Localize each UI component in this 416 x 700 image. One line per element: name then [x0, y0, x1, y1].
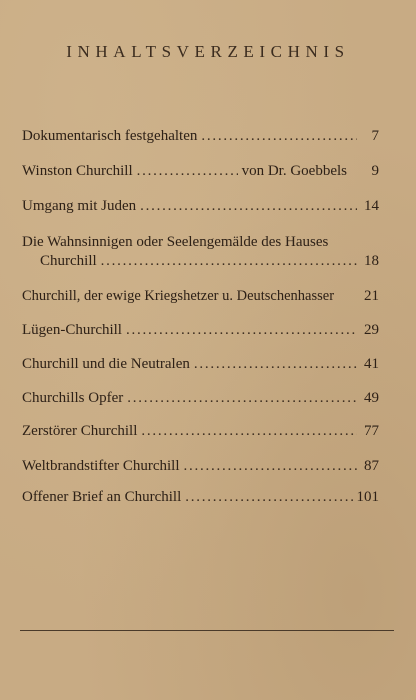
entry-title: Lügen-Churchill: [22, 322, 122, 338]
entry-page-number: 87: [364, 458, 379, 474]
entry-title: Umgang mit Juden: [22, 198, 137, 214]
toc-heading: INHALTSVERZEICHNIS: [66, 42, 350, 61]
entry-page-number: 21: [364, 288, 379, 304]
entry-title: Zerstörer Churchill: [22, 423, 138, 439]
toc-entry: [22, 457, 379, 476]
toc-entry: [22, 162, 379, 181]
entry-page-number: 7: [371, 128, 379, 144]
dot-leader: [201, 127, 357, 146]
entry-page-number: 9: [371, 163, 379, 179]
entry-author: von Dr. Goebbels: [241, 163, 347, 179]
entry-page-number: 101: [356, 489, 379, 505]
toc-entry: [22, 197, 379, 216]
toc-entry: [22, 321, 379, 340]
toc-entry: [22, 389, 379, 408]
entry-title: Offener Brief an Churchill: [22, 489, 182, 505]
toc-entry: [22, 355, 379, 374]
entry-title: Churchill und die Neutralen: [22, 356, 190, 372]
entry-page-number: 29: [364, 322, 379, 338]
toc-entry: [22, 127, 379, 146]
toc-entry: [22, 422, 379, 441]
dot-leader: [184, 457, 358, 476]
entry-page-number: 41: [364, 356, 379, 372]
toc-entry: [22, 287, 379, 306]
dot-leader: [137, 162, 238, 181]
entry-title: Winston Churchill: [22, 163, 133, 179]
toc-entry: [22, 233, 379, 271]
dot-leader: [185, 488, 352, 507]
entry-page-number: 18: [364, 253, 379, 269]
dot-leader: [127, 389, 357, 408]
entry-title: Churchills Opfer: [22, 390, 124, 406]
toc-entry: [22, 488, 379, 507]
entry-title: Weltbrandstifter Churchill: [22, 458, 180, 474]
entry-title-line-1: Die Wahnsinnigen oder Seelengemälde des Hauses: [22, 234, 329, 250]
dot-leader: [101, 252, 357, 271]
dot-leader: [194, 355, 357, 374]
entry-title: Churchill, der ewige Kriegshetzer u. Deutschenhasser: [22, 288, 335, 304]
entry-title: Dokumentarisch festgehalten: [22, 128, 198, 144]
dot-leader: [140, 197, 357, 216]
dot-leader: [141, 422, 357, 441]
entry-page-number: 49: [364, 390, 379, 406]
dot-leader: [126, 321, 357, 340]
entry-page-number: 14: [364, 198, 379, 214]
entry-title: Churchill: [40, 253, 97, 269]
footer-divider: [20, 630, 394, 631]
entry-page-number: 77: [364, 423, 379, 439]
